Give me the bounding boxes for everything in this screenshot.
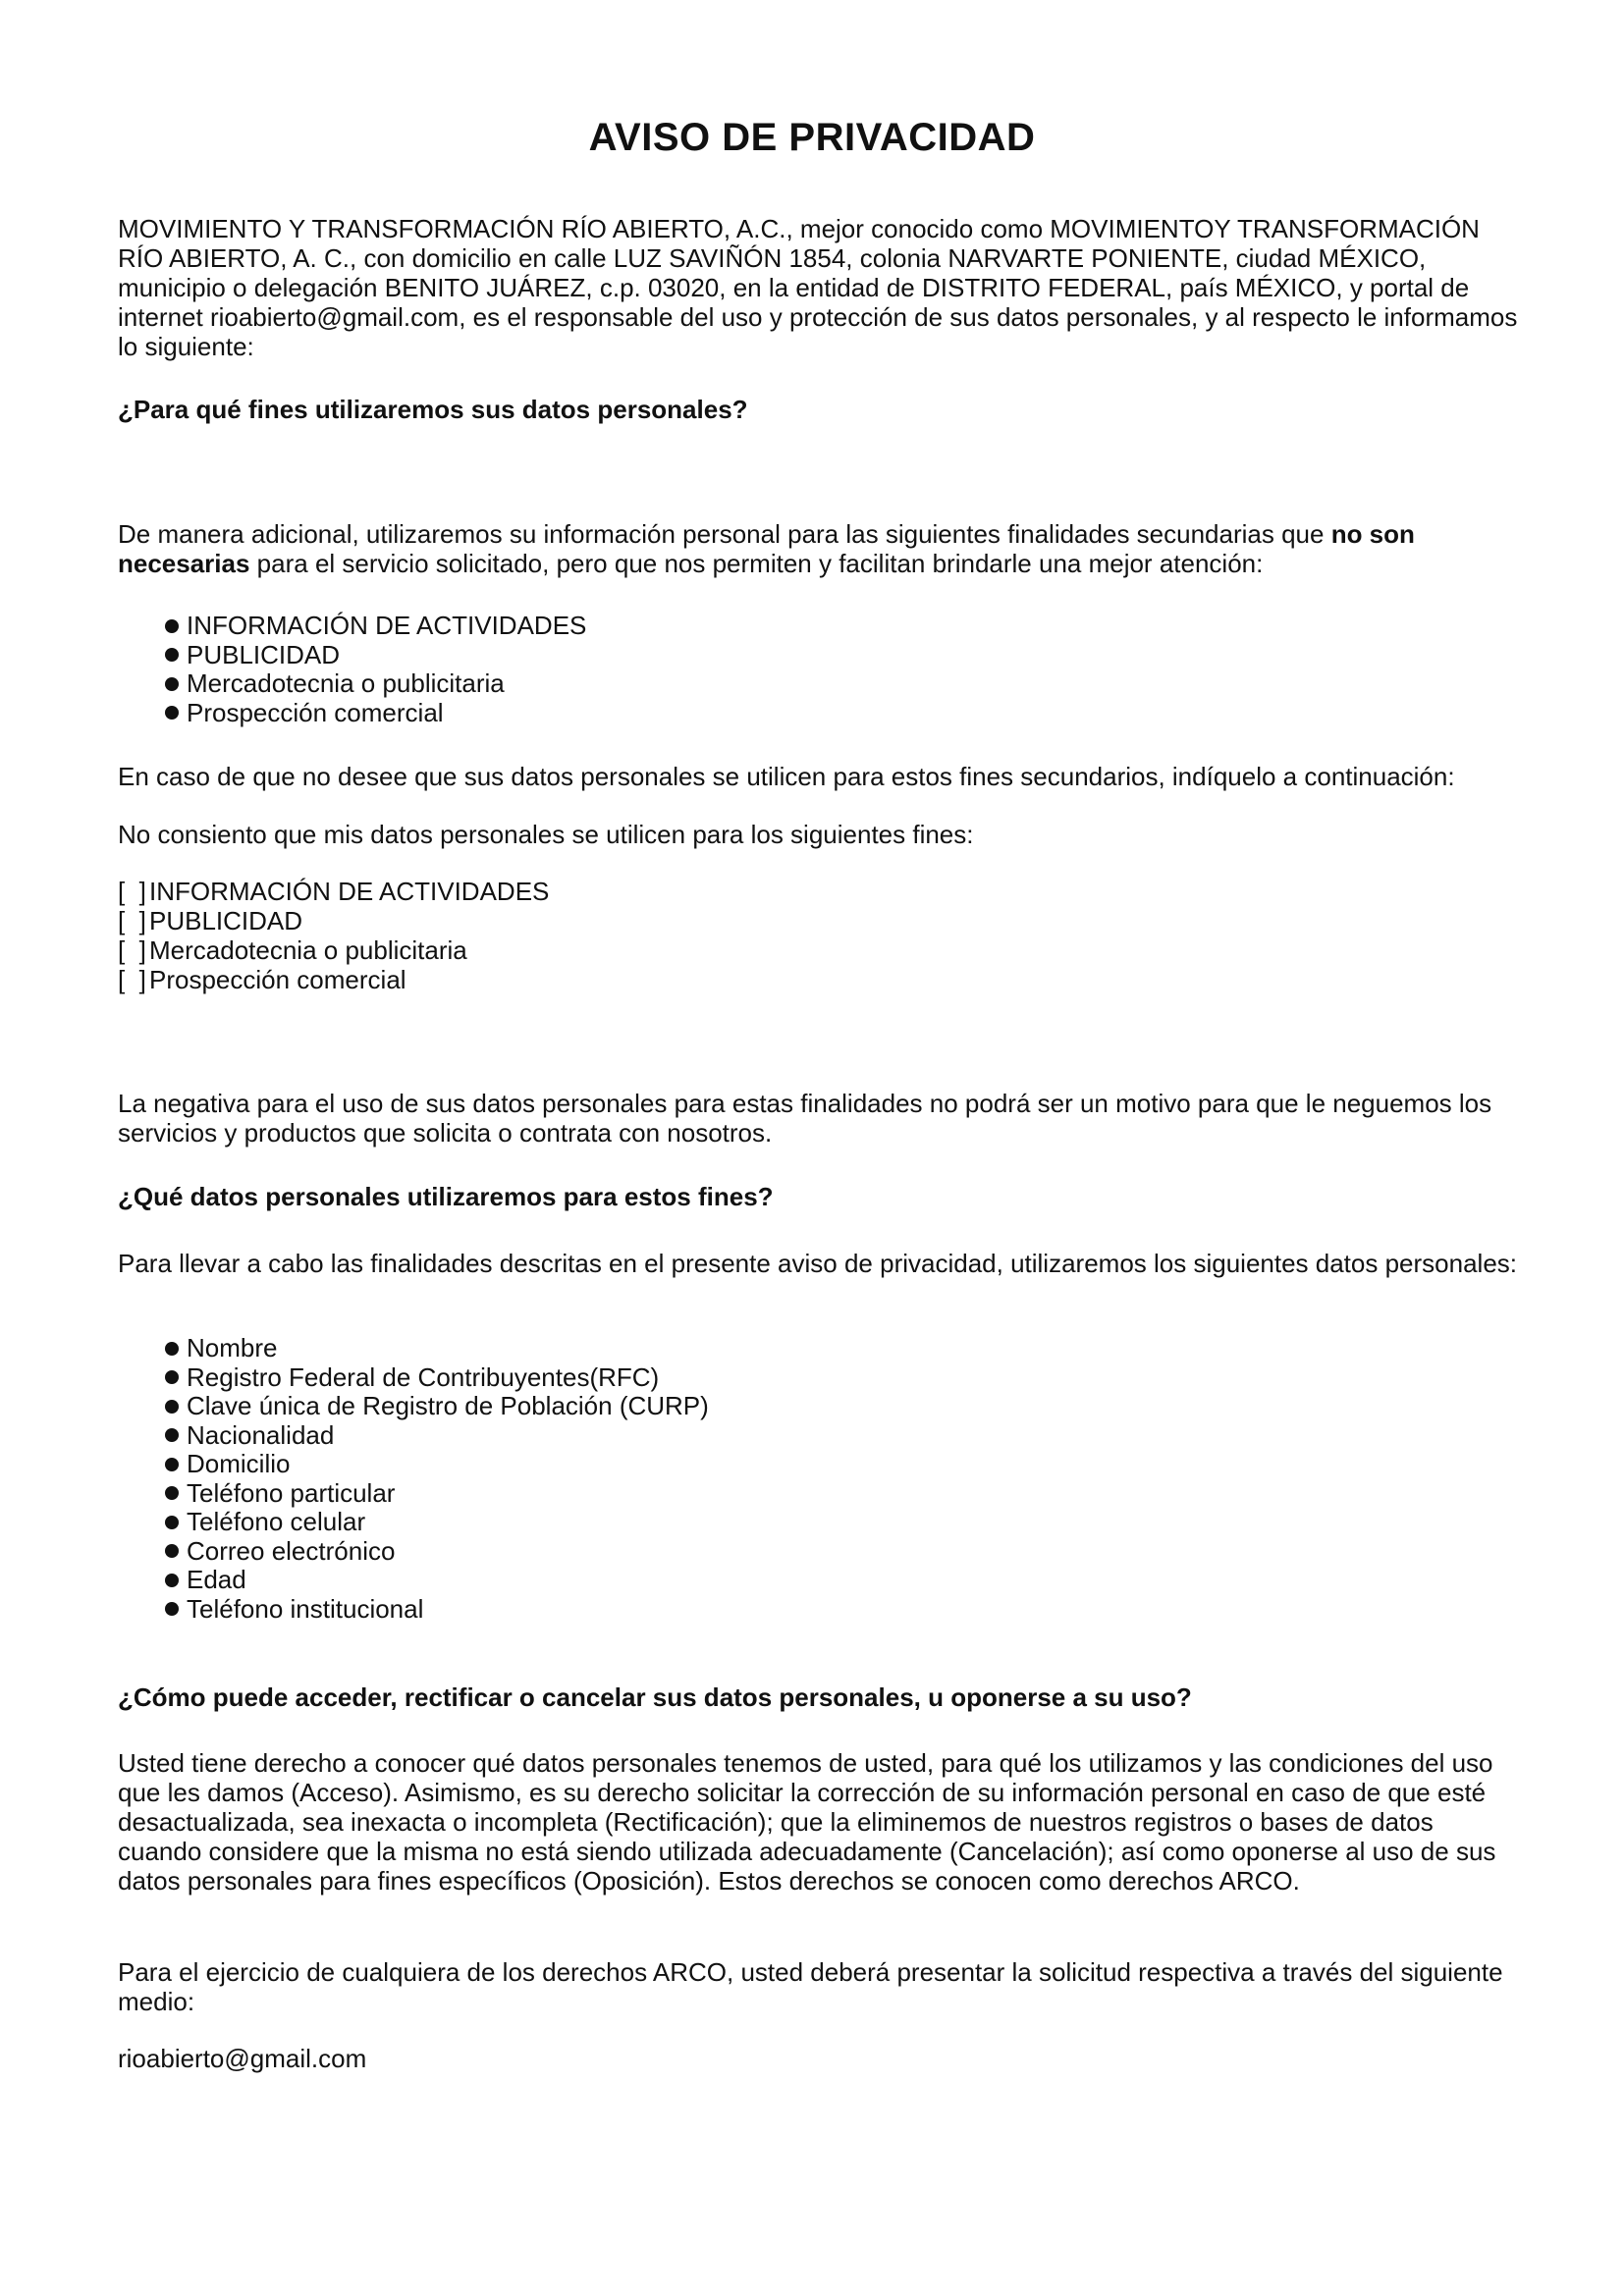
checkbox-mark[interactable]: [ ]	[118, 965, 146, 994]
bullet-icon	[165, 1428, 179, 1442]
list-item: Prospección comercial	[165, 699, 586, 728]
list-item: Domicilio	[165, 1450, 709, 1479]
list-item: INFORMACIÓN DE ACTIVIDADES	[165, 612, 586, 641]
checkbox-mark[interactable]: [ ]	[118, 906, 146, 935]
bullet-icon	[165, 1544, 179, 1558]
bullet-icon	[165, 1516, 179, 1529]
list-item: Edad	[165, 1566, 709, 1595]
section-heading-data: ¿Qué datos personales utilizaremos para estos fines?	[118, 1182, 774, 1211]
secondary-purposes-list	[165, 612, 586, 727]
list-item: Correo electrónico	[165, 1537, 709, 1567]
arco-exercise-paragraph: Para el ejercicio de cualquiera de los derechos ARCO, usted deberá presentar la solicitud respectiva a través del siguiente medio:	[118, 1957, 1503, 2016]
checkbox-item[interactable]: [ ] INFORMACIÓN DE ACTIVIDADES	[118, 877, 550, 906]
bullet-icon	[165, 1458, 179, 1471]
bullet-icon	[165, 1574, 179, 1587]
secondary-text-bold: no son necesarias	[118, 519, 1415, 578]
checkbox-item[interactable]: [ ] PUBLICIDAD	[118, 906, 303, 935]
opt-out-intro: En caso de que no desee que sus datos personales se utilicen para estos fines secundarios, indíquelo a continuación:	[118, 762, 1455, 791]
secondary-text-pre: De manera adicional, utilizaremos su información personal para las siguientes finalidades secundarias que	[118, 519, 1331, 549]
section-heading-purposes: ¿Para qué fines utilizaremos sus datos personales?	[118, 395, 748, 424]
list-item: Teléfono institucional	[165, 1595, 709, 1625]
list-item: Registro Federal de Contribuyentes(RFC)	[165, 1363, 709, 1393]
section-heading-arco: ¿Cómo puede acceder, rectificar o cancelar sus datos personales, u oponerse a su uso?	[118, 1682, 1192, 1712]
bullet-icon	[165, 1400, 179, 1414]
arco-rights-paragraph: Usted tiene derecho a conocer qué datos personales tenemos de usted, para qué los utilizamos y las condiciones del uso que les damos (Acceso). Asimismo, es su derecho solicitar la corrección de su información personal en caso de que esté desactualizada, sea inexacta o incompleta (Rectificación); que la eliminemos de nuestros registros o bases de datos cuando considere que la misma no está siendo utilizada adecuadamente (Cancelación); así como oponerse al uso de sus datos personales para fines específicos (Oposición). Estos derechos se conocen como derechos ARCO.	[118, 1748, 1496, 1896]
opt-out-checkbox-list	[118, 877, 549, 994]
intro-text: MOVIMIENTO Y TRANSFORMACIÓN RÍO ABIERTO, A.C., mejor conocido como MOVIMIENTOY TRANSFORMACIÓN RÍO ABIERTO, A. C., con domicilio en calle LUZ SAVIÑÓN 1854, colonia NARVARTE PONIENTE, ciudad MÉXICO, municipio o delegación BENITO JUÁREZ, c.p. 03020, en la entidad de DISTRITO FEDERAL, país MÉXICO, y portal de internet rioabierto@gmail.com, es el responsable del uso y protección de sus datos personales, y al respecto le informamos lo siguiente:	[118, 214, 1518, 361]
bullet-icon	[165, 1342, 179, 1356]
list-item: Nacionalidad	[165, 1421, 709, 1451]
list-item: Clave única de Registro de Población (CURP)	[165, 1392, 709, 1421]
bullet-icon	[165, 677, 179, 691]
secondary-purposes-paragraph	[118, 519, 1522, 578]
bullet-icon	[165, 1602, 179, 1616]
bullet-icon	[165, 1370, 179, 1384]
checkbox-mark[interactable]: [ ]	[118, 877, 146, 906]
bullet-icon	[165, 706, 179, 720]
document-title: AVISO DE PRIVACIDAD	[588, 116, 1036, 159]
negative-statement: La negativa para el uso de sus datos personales para estas finalidades no podrá ser un motivo para que le neguemos los servicios y productos que solicita o contrata con nosotros.	[118, 1089, 1492, 1148]
personal-data-list	[165, 1334, 709, 1624]
checkbox-item[interactable]: [ ] Mercadotecnia o publicitaria	[118, 935, 467, 965]
intro-paragraph	[118, 214, 1522, 361]
list-item: Nombre	[165, 1334, 709, 1363]
list-item: Teléfono particular	[165, 1479, 709, 1509]
contact-email[interactable]: rioabierto@gmail.com	[118, 2044, 367, 2073]
checkbox-item[interactable]: [ ] Prospección comercial	[118, 965, 406, 994]
list-item: Mercadotecnia o publicitaria	[165, 669, 586, 699]
bullet-icon	[165, 648, 179, 662]
secondary-text-post: para el servicio solicitado, pero que nos permiten y facilitan brindarle una mejor atención:	[249, 549, 1264, 578]
bullet-icon	[165, 619, 179, 633]
list-item: Teléfono celular	[165, 1508, 709, 1537]
list-item: PUBLICIDAD	[165, 641, 586, 670]
no-consent-statement: No consiento que mis datos personales se utilicen para los siguientes fines:	[118, 820, 974, 849]
data-intro: Para llevar a cabo las finalidades descritas en el presente aviso de privacidad, utilizaremos los siguientes datos personales:	[118, 1249, 1518, 1278]
checkbox-mark[interactable]: [ ]	[118, 935, 146, 965]
bullet-icon	[165, 1486, 179, 1500]
